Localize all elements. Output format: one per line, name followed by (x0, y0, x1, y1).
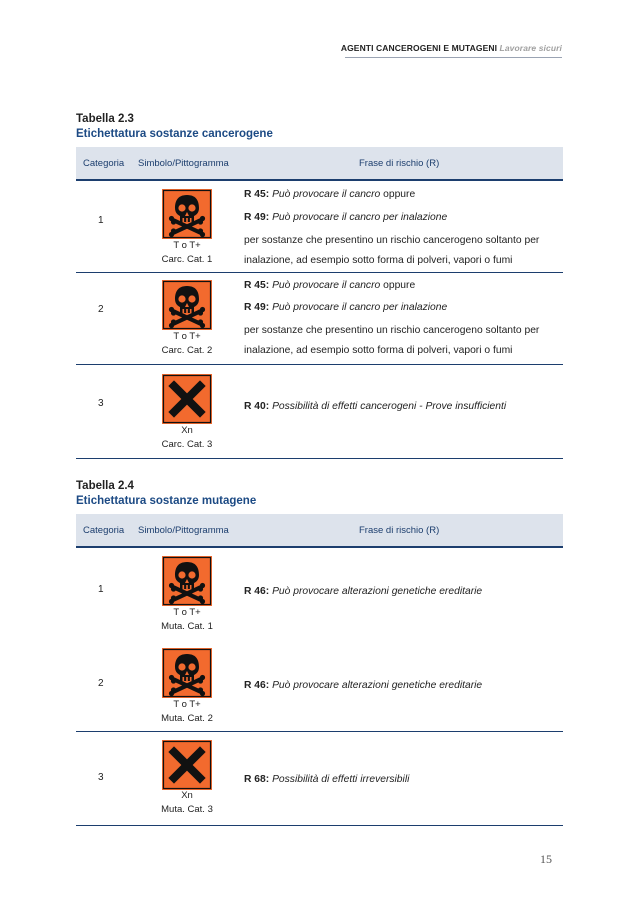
symbol-label: Xn (181, 790, 193, 801)
table-header (76, 147, 563, 181)
pictogram-label (137, 698, 237, 726)
col-frase: Frase di rischio (R) (359, 525, 440, 536)
symbol-label: T o T+ (173, 331, 201, 342)
table-row (76, 365, 563, 459)
page-number: 15 (540, 852, 552, 866)
category-label: Muta. Cat. 1 (161, 621, 213, 632)
risk-code: R 49: (244, 302, 270, 313)
risk-text: Possibilità di effetti cancerogeni - Prove insufficienti (272, 401, 507, 412)
risk-text: Può provocare alterazioni genetiche ereditarie (272, 586, 483, 597)
table-caption-2-3 (76, 112, 273, 141)
category-label: Carc. Cat. 3 (161, 439, 213, 450)
table-row (76, 548, 563, 640)
category-value: 3 (98, 772, 104, 783)
risk-phrase (244, 211, 447, 224)
risk-text: Possibilità di effetti irreversibili (272, 774, 410, 785)
table-row (76, 640, 563, 732)
col-categoria: Categoria (83, 525, 125, 536)
risk-phrase (244, 679, 482, 692)
col-simbolo: Simbolo/Pittogramma (138, 525, 229, 536)
risk-suffix: oppure (380, 280, 416, 291)
row-divider (76, 458, 563, 459)
table-number: Tabella 2.3 (76, 113, 134, 125)
risk-phrase (244, 773, 409, 786)
category-label: Carc. Cat. 2 (161, 345, 213, 356)
risk-code: R 46: (244, 680, 270, 691)
risk-note: per sostanze che presentino un rischio cancerogeno soltanto per inalazione, ad esempio sotto forma di polveri, vapori o fumi (244, 325, 540, 356)
category-value: 1 (98, 584, 104, 595)
risk-code: R 40: (244, 401, 270, 412)
symbol-label: T o T+ (173, 607, 201, 618)
col-frase: Frase di rischio (R) (359, 158, 440, 169)
toxic-skull-icon (162, 556, 212, 606)
table-row (76, 273, 563, 365)
pictogram-label (137, 424, 237, 452)
header-subtitle: Lavorare sicuri (499, 43, 562, 53)
risk-code: R 45: (244, 189, 270, 200)
risk-code: R 68: (244, 774, 270, 785)
risk-code: R 49: (244, 212, 270, 223)
risk-suffix: oppure (380, 189, 416, 200)
table-row (76, 181, 563, 273)
risk-text: Può provocare il cancro (272, 280, 381, 291)
table-title: Etichettatura sostanze mutagene (76, 494, 257, 507)
category-label: Muta. Cat. 3 (161, 804, 213, 815)
risk-text: Può provocare il cancro per inalazione (272, 302, 448, 313)
table-header (76, 514, 563, 548)
row-divider (76, 825, 563, 826)
pictogram-label (137, 330, 237, 358)
risk-note: per sostanze che presentino un rischio cancerogeno soltanto per inalazione, ad esempio sotto forma di polveri, vapori o fumi (244, 235, 540, 266)
category-label: Carc. Cat. 1 (161, 254, 213, 265)
col-categoria: Categoria (83, 158, 125, 169)
risk-text: Può provocare il cancro (272, 189, 381, 200)
toxic-skull-icon (162, 189, 212, 239)
header-rule (345, 57, 562, 58)
category-value: 2 (98, 678, 104, 689)
risk-code: R 45: (244, 280, 270, 291)
symbol-label: T o T+ (173, 699, 201, 710)
category-value: 2 (98, 304, 104, 315)
risk-phrase (244, 400, 506, 413)
risk-phrase (244, 188, 415, 201)
header-title: AGENTI CANCEROGENI E MUTAGENI (340, 43, 498, 53)
table-title: Etichettatura sostanze cancerogene (76, 127, 273, 140)
risk-phrase (244, 301, 447, 314)
harmful-x-icon (162, 740, 212, 790)
category-label: Muta. Cat. 2 (161, 713, 213, 724)
risk-phrase (244, 585, 482, 598)
symbol-label: Xn (181, 425, 193, 436)
risk-text: Può provocare il cancro per inalazione (272, 212, 448, 223)
running-header (0, 43, 562, 53)
toxic-skull-icon (162, 648, 212, 698)
table-caption-2-4 (76, 479, 256, 508)
risk-text: Può provocare alterazioni genetiche ereditarie (272, 680, 483, 691)
pictogram-label (137, 789, 237, 817)
col-simbolo: Simbolo/Pittogramma (138, 158, 229, 169)
pictogram-label (137, 606, 237, 634)
category-value: 3 (98, 398, 104, 409)
pictogram-label (137, 239, 237, 267)
toxic-skull-icon (162, 280, 212, 330)
table-number: Tabella 2.4 (76, 480, 134, 492)
risk-phrase (244, 279, 415, 292)
risk-code: R 46: (244, 586, 270, 597)
harmful-x-icon (162, 374, 212, 424)
category-value: 1 (98, 215, 104, 226)
symbol-label: T o T+ (173, 240, 201, 251)
table-row (76, 732, 563, 826)
